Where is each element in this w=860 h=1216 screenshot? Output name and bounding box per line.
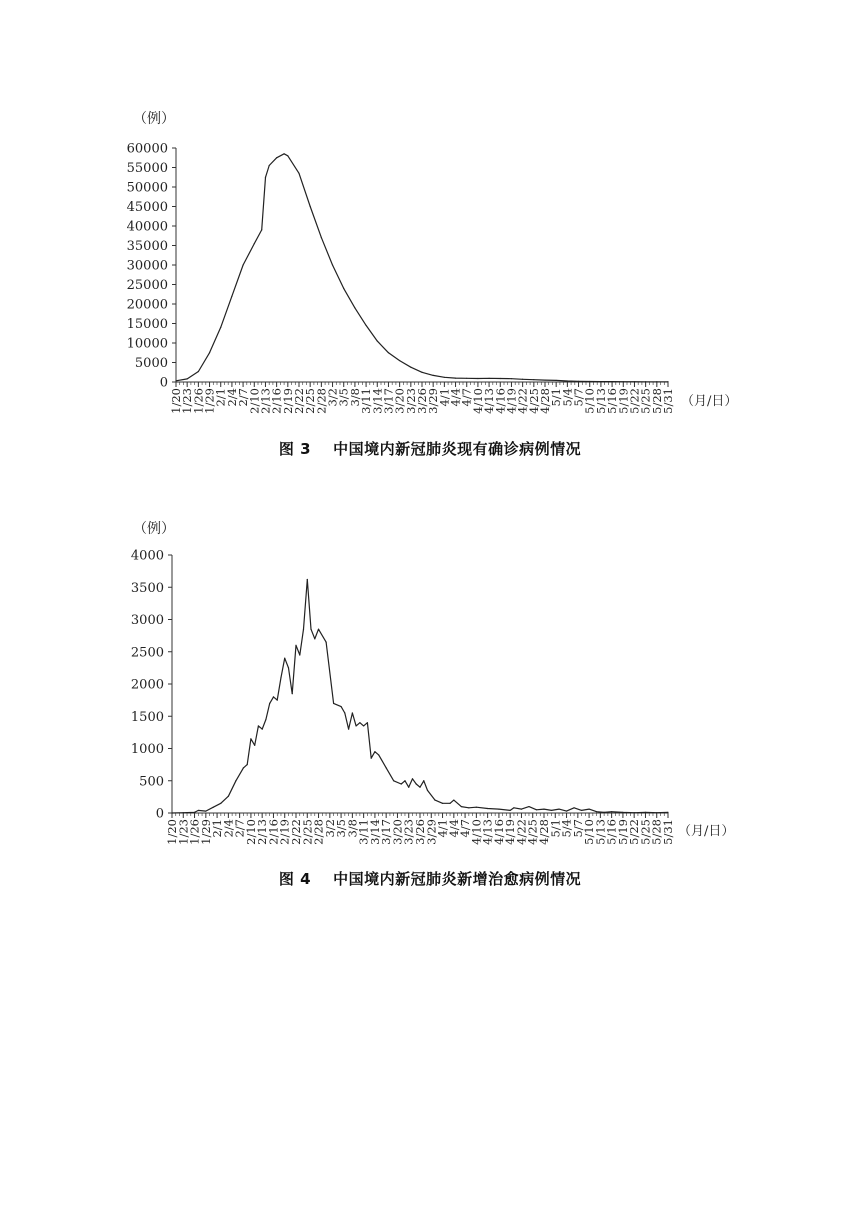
data-point [634, 812, 635, 813]
data-point [231, 296, 232, 297]
x-tick-label: 5/19 [616, 388, 631, 414]
y-tick-label: 0 [159, 375, 168, 391]
data-point [544, 379, 545, 380]
data-point [325, 641, 326, 642]
data-point [344, 712, 345, 713]
x-tick-label: 3/26 [415, 388, 429, 414]
data-point [453, 800, 454, 801]
data-point [303, 629, 304, 630]
x-tick-label: 3/23 [401, 819, 416, 845]
data-point [588, 809, 589, 810]
y-tick-label: 50000 [126, 180, 168, 196]
x-tick-label: 4/25 [525, 819, 540, 845]
data-point [273, 696, 274, 697]
x-tick-label: 4/4 [446, 819, 461, 838]
x-tick-label: 1/26 [191, 388, 206, 414]
data-point [310, 629, 311, 630]
x-tick-label: 5/4 [559, 819, 574, 838]
data-point [543, 809, 544, 810]
data-point [265, 177, 266, 178]
data-point [228, 796, 229, 797]
x-tick-label: 3/2 [322, 819, 337, 838]
data-point [449, 803, 450, 804]
x-tick-label: 3/14 [367, 819, 382, 845]
y-tick-label: 60000 [126, 141, 168, 157]
x-tick-label: 3/2 [325, 388, 340, 407]
y-tick-label: 3500 [130, 580, 164, 596]
x-tick-label: 5/19 [615, 819, 630, 845]
y-tick-label: 15000 [126, 317, 168, 332]
data-point [581, 810, 582, 811]
x-tick-label: 4/22 [514, 819, 529, 845]
y-tick-label: 1000 [130, 742, 164, 757]
x-tick-label: 3/17 [381, 388, 396, 414]
active-cases-line-chart [0, 100, 860, 430]
x-tick-label: 1/29 [198, 819, 213, 845]
data-point [410, 367, 411, 368]
x-tick-label: 3/11 [359, 388, 374, 414]
data-point [556, 380, 557, 381]
data-point [292, 693, 293, 694]
data-point [401, 783, 402, 784]
data-point [332, 264, 333, 265]
data-point [522, 379, 523, 380]
x-tick-label: 5/10 [582, 388, 597, 414]
x-tick-label: 5/31 [661, 819, 675, 845]
data-point [287, 155, 288, 156]
data-point [265, 719, 266, 720]
x-tick-label: 3/23 [403, 388, 418, 414]
data-point [354, 307, 355, 308]
data-point [500, 378, 501, 379]
data-point [600, 381, 601, 382]
data-point [295, 645, 296, 646]
data-point [209, 352, 210, 353]
x-tick-label: 2/19 [277, 819, 292, 845]
data-point [310, 206, 311, 207]
x-tick-label: 4/19 [503, 819, 518, 845]
data-point [393, 780, 394, 781]
data-point [498, 809, 499, 810]
data-point [284, 658, 285, 659]
data-point [528, 806, 529, 807]
x-tick-label: 3/20 [390, 819, 405, 845]
data-point [466, 378, 467, 379]
data-point [408, 787, 409, 788]
x-tick-label: 2/4 [224, 388, 239, 407]
data-point [461, 806, 462, 807]
figure-caption [0, 868, 860, 889]
data-point [250, 738, 251, 739]
x-tick-label: 5/7 [571, 388, 586, 407]
data-point [198, 371, 199, 372]
y-tick-label: 500 [139, 774, 164, 790]
data-point [318, 629, 319, 630]
data-point [348, 729, 349, 730]
x-tick-label: 2/7 [236, 388, 251, 407]
x-axis-unit: （月/日） [681, 394, 738, 409]
data-point [656, 381, 657, 382]
x-tick-label: 5/7 [570, 819, 585, 838]
data-point [321, 237, 322, 238]
y-tick-label: 1500 [130, 709, 164, 725]
y-tick-label: 0 [155, 806, 164, 822]
data-point [399, 360, 400, 361]
data-point [667, 381, 668, 382]
x-tick-label: 2/22 [289, 819, 303, 845]
data-point [558, 809, 559, 810]
data-point [455, 378, 456, 379]
data-point [254, 745, 255, 746]
x-tick-label: 4/13 [480, 819, 495, 845]
x-tick-label: 4/25 [526, 388, 541, 414]
data-point [623, 381, 624, 382]
x-tick-label: 4/16 [493, 387, 508, 414]
x-tick-label: 2/25 [303, 388, 318, 414]
data-point [288, 667, 289, 668]
data-point [533, 379, 534, 380]
x-tick-label: 2/16 [266, 819, 281, 845]
x-tick-label: 1/29 [202, 388, 217, 414]
y-tick-label: 25000 [126, 278, 168, 293]
x-tick-label: 4/22 [515, 388, 530, 414]
figure-3 [0, 100, 860, 470]
data-point [365, 325, 366, 326]
data-point [645, 812, 646, 813]
x-tick-label: 3/26 [413, 819, 427, 845]
x-tick-label: 4/28 [538, 388, 552, 414]
data-point [171, 812, 172, 813]
x-tick-label: 4/10 [469, 819, 484, 845]
figure-4 [0, 510, 860, 900]
data-point [258, 725, 259, 726]
x-tick-label: 4/28 [537, 819, 551, 845]
series-line [172, 580, 668, 814]
data-point [513, 807, 514, 808]
x-tick-label: 5/16 [605, 388, 620, 414]
x-tick-label: 2/28 [311, 819, 326, 845]
x-tick-label: 3/29 [426, 388, 441, 414]
data-point [254, 243, 255, 244]
data-point [645, 381, 646, 382]
figure-title: 中国境内新冠肺炎现有确诊病例情况 [333, 440, 582, 458]
y-tick-label: 40000 [126, 219, 168, 235]
y-axis-unit: （例） [133, 111, 175, 127]
data-point [488, 378, 489, 379]
y-tick-label: 10000 [126, 336, 168, 352]
x-tick-label: 2/10 [243, 819, 258, 845]
x-tick-label: 1/26 [187, 819, 202, 845]
x-tick-label: 3/29 [424, 819, 439, 845]
x-tick-label: 4/4 [448, 388, 463, 407]
data-point [604, 812, 605, 813]
y-tick-label: 55000 [126, 161, 168, 176]
x-tick-label: 5/13 [593, 819, 608, 845]
data-point [434, 800, 435, 801]
x-tick-label: 5/1 [549, 388, 564, 407]
data-point [412, 778, 413, 779]
data-point [269, 165, 270, 166]
data-point [183, 812, 184, 813]
data-point [521, 809, 522, 810]
x-tick-label: 1/20 [169, 388, 183, 414]
x-tick-label: 4/16 [491, 819, 506, 845]
data-point [307, 579, 308, 580]
x-tick-label: 2/13 [258, 388, 273, 414]
data-point [442, 803, 443, 804]
data-point [187, 378, 188, 379]
data-point [611, 381, 612, 382]
data-point [378, 754, 379, 755]
x-tick-label: 2/10 [247, 388, 262, 414]
data-point [634, 381, 635, 382]
data-point [423, 780, 424, 781]
data-point [359, 722, 360, 723]
data-point [363, 725, 364, 726]
data-point [340, 706, 341, 707]
x-tick-label: 5/22 [627, 819, 642, 845]
data-point [220, 803, 221, 804]
x-tick-label: 5/28 [649, 388, 664, 414]
data-point [573, 807, 574, 808]
data-point [433, 375, 434, 376]
data-point [622, 812, 623, 813]
x-tick-label: 4/10 [470, 388, 485, 414]
data-point [269, 703, 270, 704]
data-point [356, 725, 357, 726]
x-tick-label: 4/1 [437, 388, 452, 407]
data-point [419, 787, 420, 788]
x-tick-label: 3/8 [347, 388, 362, 407]
y-tick-label: 2500 [130, 645, 164, 661]
x-tick-label: 2/4 [221, 819, 236, 838]
data-point [333, 703, 334, 704]
x-tick-label: 4/13 [482, 388, 497, 414]
data-point [367, 722, 368, 723]
x-tick-label: 5/4 [560, 388, 575, 407]
data-point [596, 811, 597, 812]
data-point [277, 700, 278, 701]
data-point [510, 810, 511, 811]
x-tick-label: 3/20 [392, 388, 407, 414]
data-point [371, 758, 372, 759]
data-point [283, 153, 284, 154]
data-point [299, 654, 300, 655]
data-point [477, 378, 478, 379]
data-point [487, 808, 488, 809]
data-point [444, 377, 445, 378]
x-tick-label: 3/5 [336, 388, 351, 407]
x-tick-label: 5/1 [548, 819, 563, 838]
data-point [247, 764, 248, 765]
y-tick-label: 2000 [130, 677, 164, 693]
figure-number: 图 4 [278, 870, 312, 888]
x-tick-label: 5/25 [638, 388, 653, 414]
data-point [194, 812, 195, 813]
data-point [578, 381, 579, 382]
data-point [175, 380, 176, 381]
data-point [416, 783, 417, 784]
x-tick-label: 4/7 [459, 388, 474, 407]
y-axis-unit: （例） [133, 521, 175, 537]
data-point [404, 780, 405, 781]
data-point [476, 807, 477, 808]
x-tick-label: 5/28 [649, 819, 664, 845]
x-tick-label: 3/8 [345, 819, 360, 838]
x-tick-label: 5/31 [661, 388, 675, 414]
x-tick-label: 3/11 [356, 819, 371, 845]
y-tick-label: 4000 [130, 548, 164, 564]
data-point [352, 712, 353, 713]
y-tick-label: 5000 [134, 356, 168, 371]
series-line [176, 154, 668, 382]
y-tick-label: 45000 [126, 200, 168, 215]
data-point [343, 288, 344, 289]
data-point [280, 677, 281, 678]
data-point [421, 372, 422, 373]
data-point [536, 809, 537, 810]
data-point [276, 157, 277, 158]
x-tick-label: 2/22 [292, 388, 306, 414]
x-tick-label: 2/16 [269, 388, 284, 414]
x-tick-label: 3/17 [379, 819, 394, 845]
data-point [213, 807, 214, 808]
x-tick-label: 2/7 [232, 819, 247, 838]
x-tick-label: 4/7 [458, 819, 473, 838]
x-axis-unit: （月/日） [678, 824, 735, 839]
data-point [566, 810, 567, 811]
x-tick-label: 2/25 [300, 819, 315, 845]
data-point [567, 380, 568, 381]
figure-caption [0, 438, 860, 459]
x-tick-label: 2/1 [210, 819, 225, 838]
recoveries-line-chart [0, 510, 860, 850]
data-point [235, 780, 236, 781]
data-point [314, 638, 315, 639]
x-tick-label: 5/13 [593, 388, 608, 414]
data-point [242, 264, 243, 265]
data-point [511, 378, 512, 379]
figure-number: 图 3 [278, 440, 312, 458]
x-tick-label: 5/10 [582, 819, 597, 845]
data-point [262, 729, 263, 730]
data-point [427, 790, 428, 791]
x-tick-label: 1/23 [176, 819, 191, 845]
x-tick-label: 2/1 [213, 388, 228, 407]
x-tick-label: 3/14 [370, 388, 385, 414]
data-point [261, 229, 262, 230]
x-tick-label: 3/5 [334, 819, 349, 838]
x-tick-label: 2/28 [314, 388, 329, 414]
x-tick-label: 4/19 [504, 388, 519, 414]
figure-title: 中国境内新冠肺炎新增治愈病例情况 [333, 870, 582, 888]
data-point [205, 810, 206, 811]
data-point [589, 381, 590, 382]
y-tick-label: 3000 [130, 613, 164, 628]
data-point [243, 767, 244, 768]
data-point [386, 767, 387, 768]
data-point [198, 810, 199, 811]
x-tick-label: 5/22 [627, 388, 642, 414]
data-point [298, 173, 299, 174]
x-tick-label: 4/1 [435, 819, 450, 838]
x-tick-label: 1/23 [180, 388, 195, 414]
x-tick-label: 1/20 [165, 819, 179, 845]
data-point [667, 812, 668, 813]
data-point [377, 340, 378, 341]
x-tick-label: 2/19 [280, 388, 295, 414]
data-point [220, 327, 221, 328]
data-point [551, 810, 552, 811]
data-point [388, 352, 389, 353]
data-point [468, 807, 469, 808]
x-tick-label: 5/16 [604, 819, 619, 845]
data-point [656, 812, 657, 813]
data-point [611, 811, 612, 812]
y-tick-label: 35000 [126, 239, 168, 254]
x-tick-label: 5/25 [638, 819, 653, 845]
x-tick-label: 2/13 [255, 819, 270, 845]
y-tick-label: 30000 [126, 258, 168, 274]
y-tick-label: 20000 [126, 297, 168, 313]
data-point [374, 751, 375, 752]
